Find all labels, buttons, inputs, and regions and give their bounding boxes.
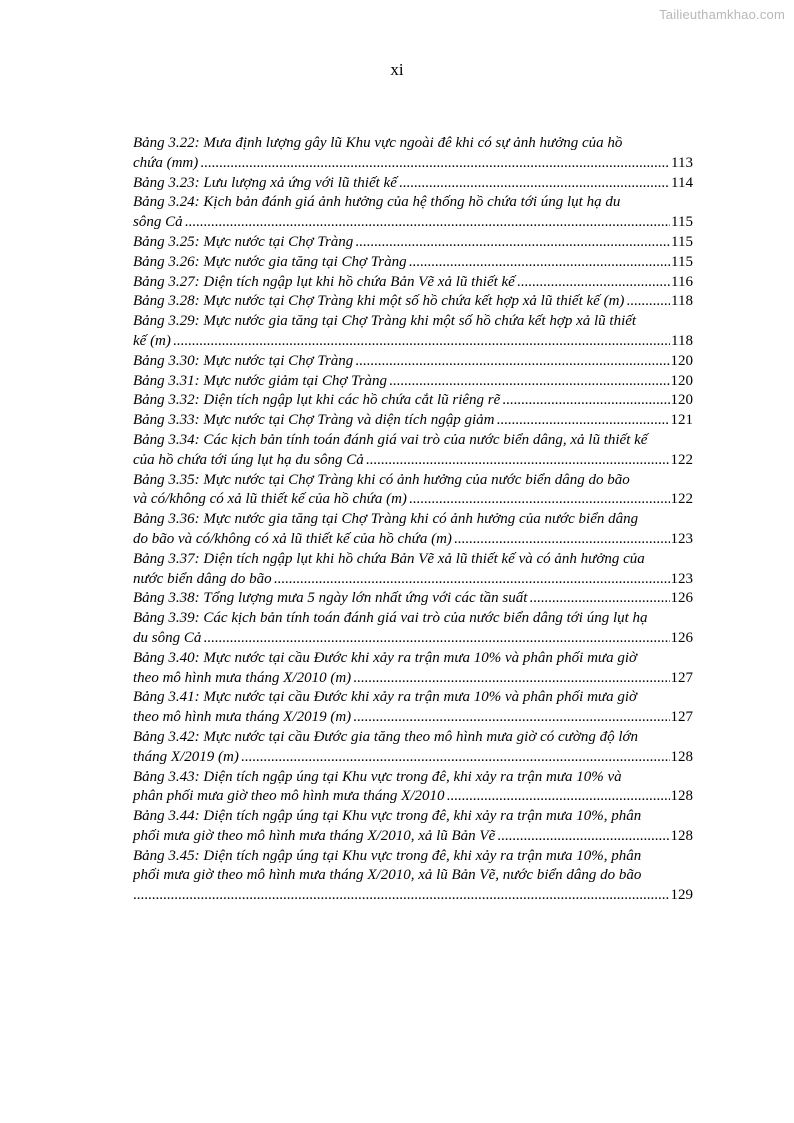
toc-entry-last-line	[133, 233, 693, 253]
toc-entry[interactable]	[133, 292, 693, 312]
toc-entry-page-number: 120	[670, 372, 693, 389]
toc-entry-page-number: 126	[670, 590, 693, 607]
toc-entry-last-line	[133, 787, 693, 807]
toc-entry-last-line	[133, 253, 693, 273]
toc-entry-page-number: 118	[671, 332, 693, 349]
dot-leader	[502, 391, 669, 411]
toc-entry-page-number: 122	[670, 451, 693, 468]
table-of-contents-list	[133, 134, 693, 906]
dot-leader	[274, 570, 670, 590]
toc-entry-page-number: 118	[671, 293, 693, 310]
toc-entry-title: do bão và có/không có xả lũ thiết kế của hồ chứa (m)	[133, 530, 452, 547]
toc-entry-title: Bảng 3.31: Mực nước giảm tại Chợ Tràng	[133, 372, 388, 389]
toc-entry-title-line: Bảng 3.39: Các kịch bản tính toán đánh giá vai trò của nước biển dâng tới úng lụt hạ	[133, 610, 648, 627]
toc-entry-page-number: 115	[671, 233, 693, 250]
toc-entry-title-line: Bảng 3.45: Diện tích ngập úng tại Khu vực trong đê, khi xảy ra trận mưa 10%, phân	[133, 847, 642, 864]
toc-entry-last-line	[133, 748, 693, 768]
toc-entry-last-line	[133, 629, 693, 649]
toc-entry-title-line: Bảng 3.43: Diện tích ngập úng tại Khu vực trong đê, khi xảy ra trận mưa 10% và	[133, 768, 622, 785]
toc-entry-title: Bảng 3.23: Lưu lượng xả ứng với lũ thiết kế	[133, 174, 397, 191]
toc-entry-title: tháng X/2019 (m)	[133, 748, 239, 765]
toc-entry-title: của hồ chứa tới úng lụt hạ du sông Cả	[133, 451, 364, 468]
toc-entry-last-line	[133, 372, 693, 392]
toc-entry-title-line: Bảng 3.29: Mực nước gia tăng tại Chợ Tràng khi một số hồ chứa kết hợp xả lũ thiết	[133, 313, 637, 330]
toc-entry-page-number: 113	[671, 154, 693, 171]
dot-leader	[529, 589, 669, 609]
dot-leader	[200, 154, 670, 174]
toc-entry-page-number: 123	[670, 530, 693, 547]
page-number: xi	[390, 60, 404, 79]
toc-entry-last-line	[133, 352, 693, 372]
toc-entry-title: Bảng 3.26: Mực nước gia tăng tại Chợ Tràng	[133, 253, 407, 270]
toc-entry[interactable]	[133, 352, 693, 372]
toc-entry-last-line	[133, 213, 693, 233]
toc-entry[interactable]	[133, 134, 693, 174]
toc-entry-page-number: 120	[670, 352, 693, 369]
toc-entry-title: Bảng 3.28: Mực nước tại Chợ Tràng khi một số hồ chứa kết hợp xả lũ thiết kế (m)	[133, 293, 625, 310]
dot-leader	[389, 372, 669, 392]
dot-leader	[173, 332, 670, 352]
toc-entry[interactable]	[133, 312, 693, 352]
toc-entry-page-number: 121	[670, 412, 693, 429]
toc-entry-title: phân phối mưa giờ theo mô hình mưa tháng X/2010	[133, 788, 445, 805]
dot-leader	[517, 273, 670, 293]
toc-entry[interactable]	[133, 728, 693, 768]
dot-leader	[399, 174, 670, 194]
toc-entry[interactable]	[133, 768, 693, 808]
toc-entry-title: Bảng 3.32: Diện tích ngập lụt khi các hồ chứa cắt lũ riêng rẽ	[133, 392, 501, 409]
toc-entry-last-line	[133, 589, 693, 609]
dot-leader	[241, 748, 670, 768]
toc-entry-page-number: 129	[670, 887, 693, 904]
toc-entry[interactable]	[133, 471, 693, 511]
toc-entry-page-number: 120	[670, 392, 693, 409]
toc-entry[interactable]	[133, 174, 693, 194]
toc-entry-last-line	[133, 332, 693, 352]
toc-entry[interactable]	[133, 589, 693, 609]
toc-entry-title: Bảng 3.25: Mực nước tại Chợ Tràng	[133, 233, 354, 250]
toc-entry-title-line: Bảng 3.37: Diện tích ngập lụt khi hồ chứa Bản Vẽ xả lũ thiết kế và có ảnh hưởng của	[133, 550, 645, 567]
toc-entry[interactable]	[133, 391, 693, 411]
dot-leader	[366, 451, 670, 471]
dot-leader	[353, 669, 669, 689]
toc-entry[interactable]	[133, 807, 693, 847]
toc-entry[interactable]	[133, 273, 693, 293]
toc-entry-last-line	[133, 886, 693, 906]
toc-entry-title: và có/không có xả lũ thiết kế của hồ chứa (m)	[133, 491, 407, 508]
toc-entry[interactable]	[133, 609, 693, 649]
watermark-text: Tailieuthamkhao.com	[659, 7, 785, 22]
dot-leader	[355, 233, 670, 253]
toc-entry[interactable]	[133, 649, 693, 689]
toc-entry-title-line: Bảng 3.44: Diện tích ngập úng tại Khu vực trong đê, khi xảy ra trận mưa 10%, phân	[133, 808, 642, 825]
toc-entry-title-line: Bảng 3.36: Mực nước gia tăng tại Chợ Tràng khi có ảnh hưởng của nước biển dâng	[133, 511, 639, 528]
toc-entry-title: sông Cả	[133, 214, 183, 231]
toc-entry-title-line: Bảng 3.34: Các kịch bản tính toán đánh giá vai trò của nước biển dâng, xả lũ thiết kế	[133, 431, 648, 448]
toc-entry-page-number: 116	[671, 273, 693, 290]
toc-entry-page-number: 123	[670, 570, 693, 587]
toc-entry-page-number: 114	[671, 174, 693, 191]
dot-leader	[626, 292, 670, 312]
toc-entry[interactable]	[133, 510, 693, 550]
toc-entry-last-line	[133, 292, 693, 312]
toc-entry-page-number: 128	[670, 827, 693, 844]
toc-entry-title: kế (m)	[133, 332, 171, 349]
toc-entry-last-line	[133, 530, 693, 550]
toc-entry[interactable]	[133, 411, 693, 431]
toc-entry-page-number: 128	[670, 788, 693, 805]
toc-entry-title-line: Bảng 3.41: Mực nước tại cầu Đước khi xảy ra trận mưa 10% và phân phối mưa giờ	[133, 689, 638, 706]
toc-entry[interactable]	[133, 550, 693, 590]
toc-entry-last-line	[133, 490, 693, 510]
toc-entry-last-line	[133, 708, 693, 728]
toc-entry-title-line: Bảng 3.24: Kịch bản đánh giá ảnh hưởng của hệ thống hồ chứa tới úng lụt hạ du	[133, 194, 621, 211]
dot-leader	[409, 253, 670, 273]
toc-entry-last-line	[133, 154, 693, 174]
toc-entry-title: Bảng 3.33: Mực nước tại Chợ Tràng và diện tích ngập giảm	[133, 412, 495, 429]
toc-entry-title: nước biển dâng do bão	[133, 570, 272, 587]
dot-leader	[454, 530, 670, 550]
toc-entry-page-number: 128	[670, 748, 693, 765]
dot-leader	[497, 411, 670, 431]
toc-entry-title-line: phối mưa giờ theo mô hình mưa tháng X/2010, xả lũ Bản Vẽ, nước biển dâng do bão	[133, 867, 642, 884]
toc-entry-last-line	[133, 411, 693, 431]
toc-entry-last-line	[133, 451, 693, 471]
toc-entry-title-line: Bảng 3.40: Mực nước tại cầu Đước khi xảy ra trận mưa 10% và phân phối mưa giờ	[133, 649, 638, 666]
toc-entry[interactable]	[133, 688, 693, 728]
toc-entry-title: theo mô hình mưa tháng X/2019 (m)	[133, 709, 352, 726]
dot-leader	[203, 629, 669, 649]
toc-entry-page-number: 126	[670, 629, 693, 646]
toc-entry-last-line	[133, 570, 693, 590]
dot-leader	[446, 787, 669, 807]
toc-entry-title-line: Bảng 3.22: Mưa định lượng gây lũ Khu vực ngoài đê khi có sự ảnh hưởng của hồ	[133, 135, 623, 151]
toc-entry-page-number: 115	[671, 253, 693, 270]
toc-entry-last-line	[133, 273, 693, 293]
toc-entry-title: theo mô hình mưa tháng X/2010 (m)	[133, 669, 352, 686]
toc-entry-page-number: 122	[670, 491, 693, 508]
toc-entry-page-number: 127	[670, 709, 693, 726]
dot-leader	[185, 213, 670, 233]
toc-entry-page-number: 127	[670, 669, 693, 686]
toc-entry[interactable]	[133, 193, 693, 233]
toc-entry[interactable]	[133, 372, 693, 392]
toc-entry-title: du sông Cả	[133, 629, 202, 646]
toc-entry[interactable]	[133, 233, 693, 253]
toc-entry[interactable]	[133, 431, 693, 471]
toc-entry-last-line	[133, 827, 693, 847]
toc-entry[interactable]	[133, 847, 693, 906]
toc-entry-title-line: Bảng 3.42: Mực nước tại cầu Đước gia tăng theo mô hình mưa giờ có cường độ lớn	[133, 728, 639, 745]
dot-leader	[497, 827, 669, 847]
toc-entry-last-line	[133, 174, 693, 194]
toc-entry-title: Bảng 3.30: Mực nước tại Chợ Tràng	[133, 352, 354, 369]
dot-leader	[355, 352, 669, 372]
toc-entry-title-line: Bảng 3.35: Mực nước tại Chợ Tràng khi có ảnh hưởng của nước biển dâng do bão	[133, 471, 630, 488]
dot-leader	[353, 708, 669, 728]
toc-entry-last-line	[133, 391, 693, 411]
toc-entry-last-line	[133, 669, 693, 689]
toc-entry-title: Bảng 3.38: Tổng lượng mưa 5 ngày lớn nhất ứng với các tần suất	[133, 590, 528, 607]
toc-entry-page-number: 115	[671, 214, 693, 231]
dot-leader	[133, 886, 670, 906]
toc-entry-title: phối mưa giờ theo mô hình mưa tháng X/2010, xả lũ Bản Vẽ	[133, 827, 496, 844]
toc-entry-title: Bảng 3.27: Diện tích ngập lụt khi hồ chứa Bản Vẽ xả lũ thiết kế	[133, 273, 515, 290]
toc-entry[interactable]	[133, 253, 693, 273]
dot-leader	[409, 490, 670, 510]
toc-entry-title: chứa (mm)	[133, 154, 199, 171]
